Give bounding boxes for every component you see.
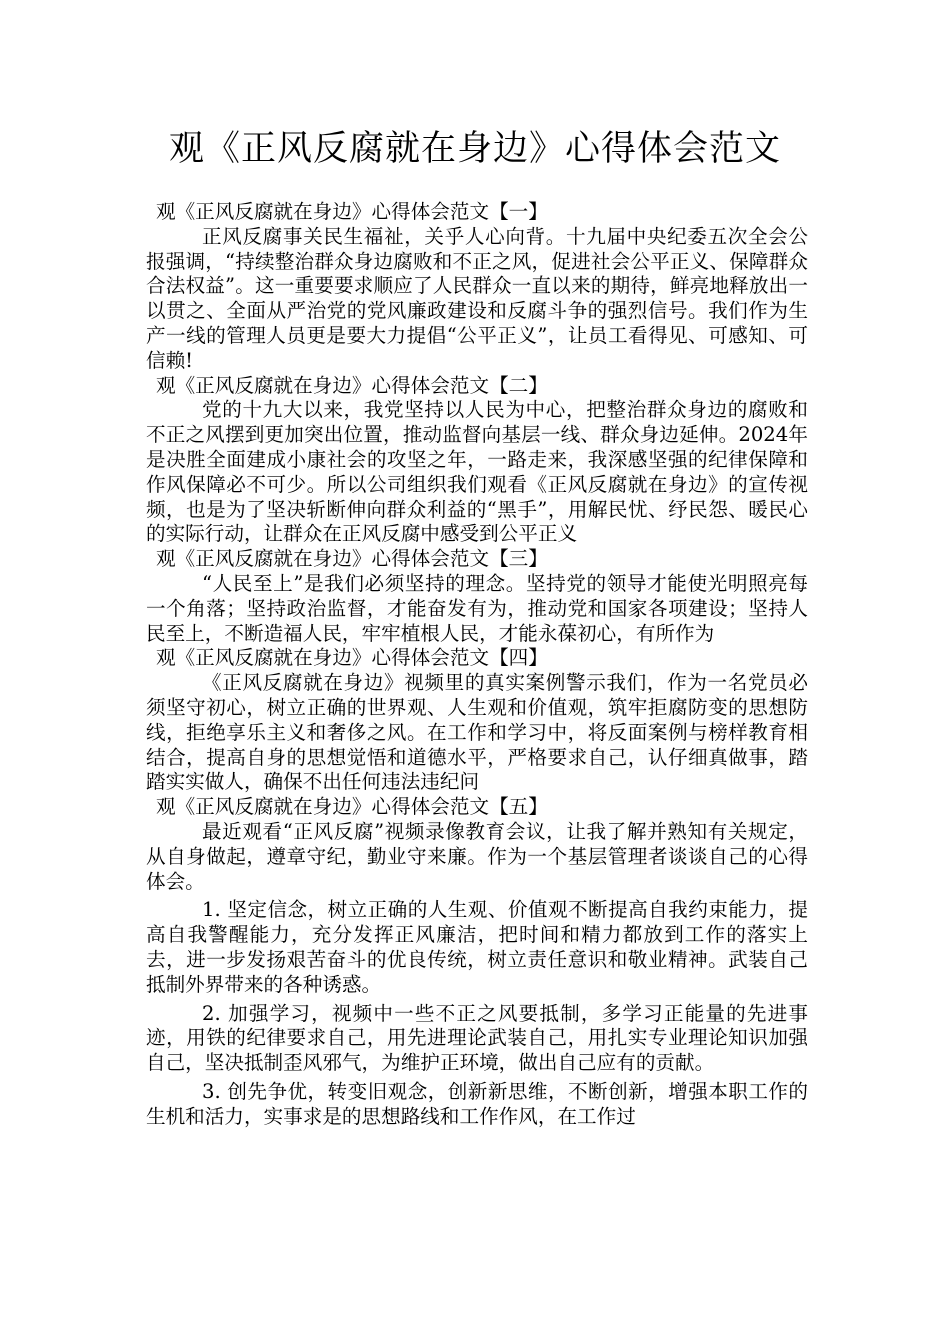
section-5 xyxy=(146,795,808,1129)
section-2 xyxy=(146,374,808,548)
section-paragraph: 正风反腐事关民生福祉，关乎人心向背。十九届中央纪委五次全会公报强调，“持续整治群众身边腐败和不正之风，促进社会公平正义、保障群众合法权益”。这一重要要求顺应了人民群众一直以来的期待，鲜亮地释放出一以贯之、全面从严治党的党风廉政建设和反腐斗争的强烈信号。我们作为生产一线的管理人员更是要大力提倡“公平正义”，让员工看得见、可感知、可信赖! xyxy=(146,224,808,372)
section-heading: 观《正风反腐就在身边》心得体会范文【二】 xyxy=(156,373,548,397)
section-1 xyxy=(146,200,808,374)
section-heading: 观《正风反腐就在身边》心得体会范文【五】 xyxy=(156,795,548,819)
section-paragraph: 党的十九大以来，我党坚持以人民为中心，把整治群众身边的腐败和不正之风摆到更加突出位置，推动监督向基层一线、群众身边延伸。2024年是决胜全面建成小康社会的攻坚之年，一路走来，我深感坚强的纪律保障和作风保障必不可少。所以公司组织我们观看《正风反腐就在身边》的宣传视频，也是为了坚决斩断伸向群众利益的“黑手”，用解民忧、纾民怨、暖民心的实际行动，让群众在正风反腐中感受到公平正义 xyxy=(146,398,808,546)
numbered-point-2: 2. 加强学习，视频中一些不正之风要抵制，多学习正能量的先进事迹，用铁的纪律要求自己，用先进理论武装自己，用扎实专业理论知识加强自己，坚决抵制歪风邪气，为维护正环境，做出自己应有的贡献。 xyxy=(146,1001,808,1075)
section-4 xyxy=(146,646,808,795)
section-paragraph: 最近观看“正风反腐”视频录像教育会议，让我了解并熟知有关规定，从自身做起，遵章守纪，勤业守来廉。作为一个基层管理者谈谈自己的心得体会。 xyxy=(146,819,808,893)
numbered-point-1: 1. 坚定信念，树立正确的人生观、价值观不断提高自我约束能力，提高自我警醒能力，充分发挥正风廉洁，把时间和精力都放到工作的落实上去，进一步发扬艰苦奋斗的优良传统，树立责任意识和敬业精神。武装自己抵制外界带来的各种诱惑。 xyxy=(146,898,808,996)
section-paragraph: “人民至上”是我们必须坚持的理念。坚持党的领导才能使光明照亮每一个角落；坚持政治监督，才能奋发有为，推动党和国家各项建设；坚持人民至上，不断造福人民，牢牢植根人民，才能永葆初心，有所作为 xyxy=(146,571,808,645)
numbered-point-3: 3. 创先争优，转变旧观念，创新新思维，不断创新，增强本职工作的生机和活力，实事求是的思想路线和工作作风，在工作过 xyxy=(146,1079,808,1128)
document-body xyxy=(146,200,808,1129)
section-paragraph: 《正风反腐就在身边》视频里的真实案例警示我们，作为一名党员必须坚守初心，树立正确的世界观、人生观和价值观，筑牢拒腐防变的思想防线，拒绝享乐主义和奢侈之风。在工作和学习中，将反面案例与榜样教育相结合，提高自身的思想觉悟和道德水平，严格要求自己，认仔细真做事，踏踏实实做人，确保不出任何违法违纪问 xyxy=(146,671,808,794)
document-title: 观《正风反腐就在身边》心得体会范文 xyxy=(168,129,781,169)
section-heading: 观《正风反腐就在身边》心得体会范文【四】 xyxy=(156,646,548,670)
section-3 xyxy=(146,547,808,646)
section-heading: 观《正风反腐就在身边》心得体会范文【三】 xyxy=(156,547,548,571)
section-heading: 观《正风反腐就在身边》心得体会范文【一】 xyxy=(156,200,548,223)
